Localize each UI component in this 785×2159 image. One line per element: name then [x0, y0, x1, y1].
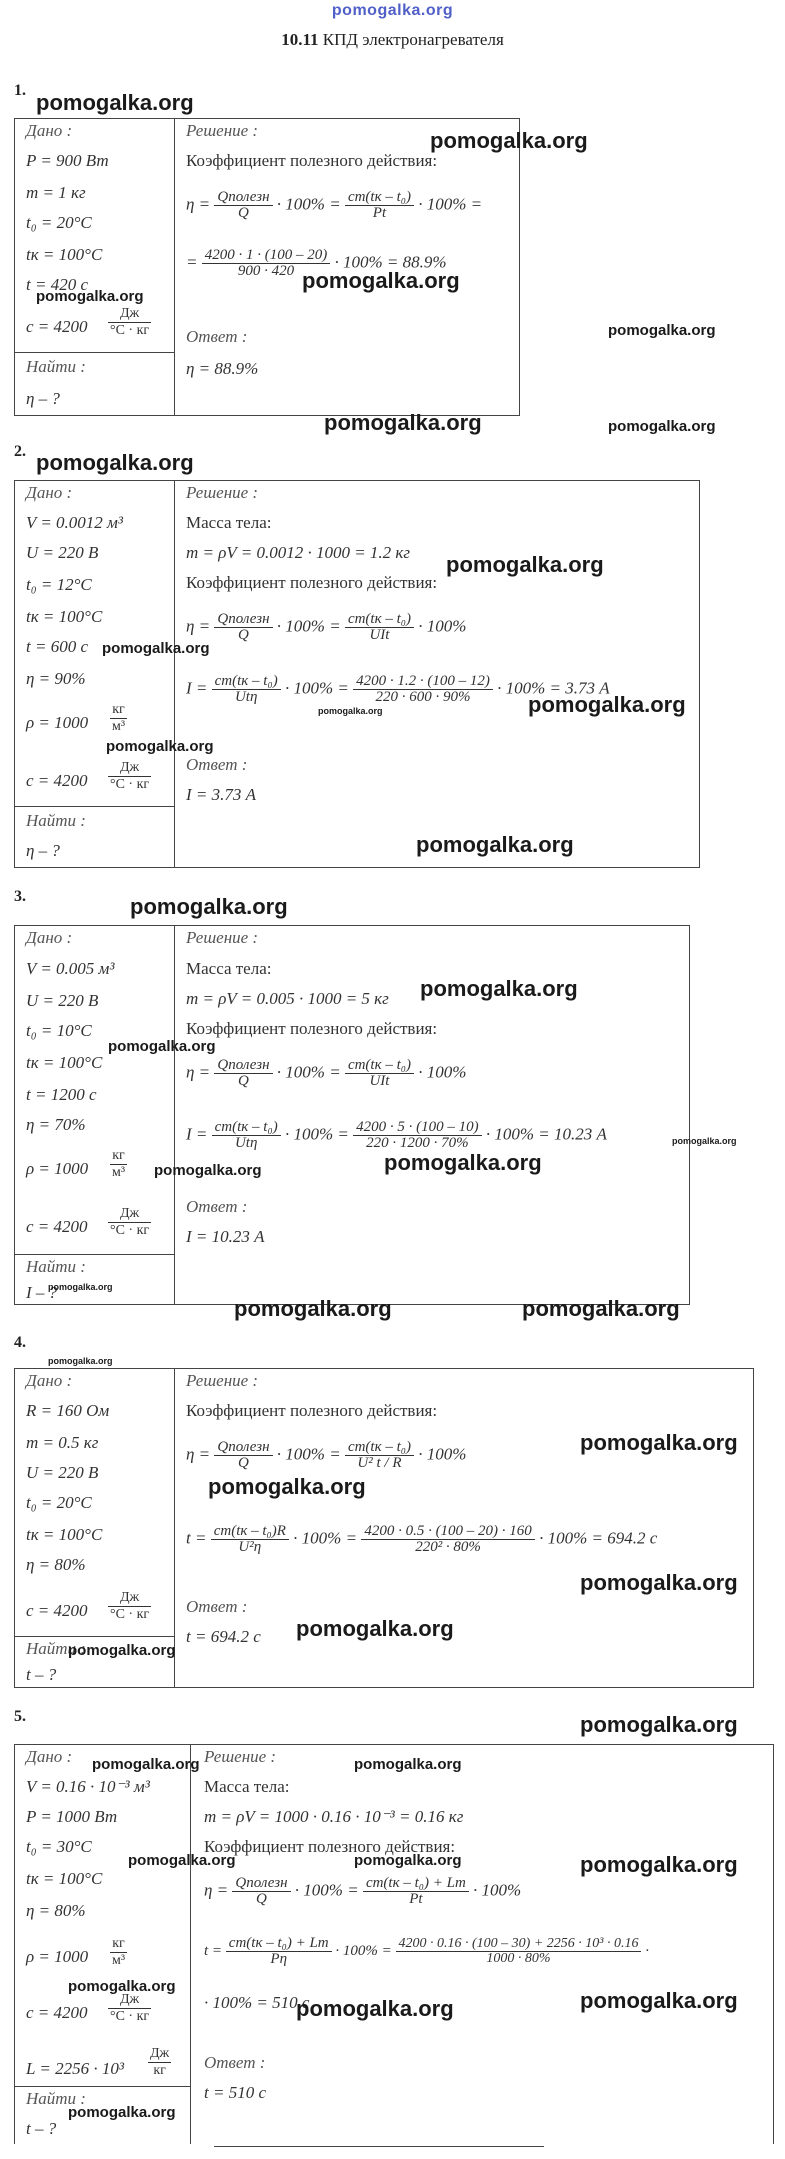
find-value: η – ?: [26, 389, 60, 408]
watermark: pomogalka.org: [36, 450, 194, 475]
equation: [186, 190, 482, 221]
watermark: pomogalka.org: [580, 1712, 738, 1737]
unit-c: Дж °С · кг: [110, 1206, 150, 1238]
solution-label: Решение :: [204, 1747, 277, 1766]
title-number: 10.11: [281, 30, 319, 49]
page-title: [0, 30, 785, 50]
given-item: t = 1200 с: [26, 1085, 97, 1104]
watermark: pomogalka.org: [580, 1570, 738, 1595]
divider: [14, 806, 174, 807]
divider: [174, 118, 175, 416]
given-item: ρ = 1000: [26, 713, 89, 732]
fraction: $\frac{\text{cm(tк – t₀)}}{\text{UIt}}$: [345, 612, 414, 643]
unit-num: Дж: [108, 306, 151, 323]
given-label: Дано :: [26, 928, 73, 947]
fraction: $\frac{\text{cm(tк – t₀)}}{\text{U² t / R}}$: [345, 1440, 414, 1471]
eq-mid: · 100% =: [276, 194, 341, 214]
problem-number: 1.: [14, 82, 26, 99]
solution-label: Решение :: [186, 483, 259, 502]
fraction: $\frac{4200 \cdot 5 \cdot (100 - 10)}{220 \cdot 1200 \cdot 70\%}$: [353, 1120, 482, 1151]
watermark: pomogalka.org: [580, 1430, 738, 1455]
given-item: t = 420 с: [26, 275, 88, 294]
problem-number: 4.: [14, 1334, 26, 1351]
given-item: t₀ = 12°C: [26, 575, 92, 594]
fraction: $\frac{\text{Qполезн}}{Q}$: [214, 190, 272, 221]
efficiency-label: Коэффициент полезного действия:: [186, 573, 438, 592]
watermark: pomogalka.org: [384, 1150, 542, 1175]
given-item: t₀ = 20°C: [26, 213, 92, 232]
mass-label: Масса тела:: [204, 1777, 290, 1796]
eq-lhs: η =: [186, 194, 211, 214]
watermark: pomogalka.org: [580, 1988, 738, 2013]
watermark: pomogalka.org: [608, 322, 716, 339]
find-label: Найти :: [26, 1639, 86, 1658]
fraction: $\frac{\text{cm(tк – t₀)}}{\text{UIt}}$: [345, 1058, 414, 1089]
given-item: c = 4200: [26, 317, 88, 336]
watermark: pomogalka.org: [608, 418, 716, 435]
given-item: m = 0.5 кг: [26, 1433, 99, 1452]
equation: η = $\frac{\text{Qполезн}}{Q}$ · 100% = $\frac{\text{cm(tк – t₀)}}{\text{UIt}}$ · 100%: [186, 611, 467, 643]
unit-c: Дж °С · кг: [110, 1992, 150, 2024]
eq-lhs: =: [186, 252, 198, 272]
problem-3-box: [14, 925, 690, 1305]
unit-l: Дж кг: [150, 2046, 170, 2078]
mass-label: Масса тела:: [186, 513, 272, 532]
given-label: Дано :: [26, 1747, 73, 1766]
answer-value: t = 694.2 с: [186, 1627, 261, 1646]
fraction: $\frac{\text{cm(tк – t₀)}}{\text{Utη}}$: [212, 1120, 281, 1151]
given-item: t₀ = 10°C: [26, 1021, 92, 1040]
given-item: η = 90%: [26, 669, 86, 688]
given-item: t₀ = 30°C: [26, 1837, 92, 1856]
divider: [174, 1368, 175, 1688]
efficiency-label: Коэффициент полезного действия:: [186, 1401, 438, 1420]
mass-label: Масса тела:: [186, 959, 272, 978]
divider: [214, 2146, 544, 2147]
given-item: tк = 100°C: [26, 1869, 103, 1888]
find-value: I – ?: [26, 1283, 58, 1302]
watermark: pomogalka.org: [302, 268, 460, 293]
watermark: pomogalka.org: [68, 1978, 176, 1995]
given-item: m = 1 кг: [26, 183, 86, 202]
given-item: P = 900 Вт: [26, 151, 109, 170]
efficiency-label: Коэффициент полезного действия:: [186, 1019, 438, 1038]
problem-number: 3.: [14, 888, 26, 905]
equation: η = $\frac{\text{Qполезн}}{Q}$ · 100% = $\frac{\text{cm(tк – t₀)}}{\text{U² t / R}}$ · 100%: [186, 1439, 467, 1471]
given-item: V = 0.005 м³: [26, 959, 115, 978]
given-item: U = 220 В: [26, 543, 99, 562]
given-item: tк = 100°C: [26, 245, 103, 264]
equation: t = $\frac{\text{cm(tк – t₀)R}}{\text{U²η}}$ · 100% = $\frac{4200 \cdot 0.5 \cdot (100 - 20) \cdot 160}{\text{220² · 80\%}}$ · 100% = 694.2 с: [186, 1523, 658, 1555]
watermark: pomogalka.org: [36, 288, 144, 305]
answer-label: Ответ :: [186, 1197, 248, 1216]
equation: I = $\frac{\text{cm(tк – t₀)}}{\text{Utη}}$ · 100% = $\frac{4200 \cdot 5 \cdot (100 - 10)}{220 \cdot 1200 \cdot 70\%}$ · 100% = 10.23 А: [186, 1119, 607, 1151]
efficiency-label: Коэффициент полезного действия:: [204, 1837, 456, 1856]
equation: η = $\frac{\text{Qполезн}}{Q}$ · 100% = $\frac{\text{cm(tк – t₀) + Lm}}{Pt}$ · 100%: [204, 1875, 522, 1907]
unit-rho: кг м³: [112, 1148, 126, 1180]
mass-equation: m = ρV = 1000 · 0.16 · 10⁻³ = 0.16 кг: [204, 1807, 464, 1826]
watermark: pomogalka.org: [354, 1852, 462, 1869]
fraction: $\frac{4200 \cdot 1.2 \cdot (100 - 12)}{220 \cdot 600 \cdot 90\%}$: [353, 674, 493, 705]
watermark: pomogalka.org: [430, 128, 588, 153]
given-item: c = 4200: [26, 771, 88, 790]
find-value: t – ?: [26, 2119, 57, 2138]
find-value: t – ?: [26, 1665, 57, 1684]
watermark: pomogalka.org: [522, 1296, 680, 1321]
fraction: $\frac{\text{Qполезн}}{Q}$: [214, 612, 272, 643]
unit-c: [108, 306, 151, 339]
fraction: $\frac{\text{4200 · 0.16 · (100 – 30) + 2256 · 10³ · 0.16}}{1000 \cdot 80\%}$: [396, 1937, 642, 1966]
watermark: pomogalka.org: [354, 1756, 462, 1773]
eq-end: · 100% =: [418, 194, 483, 214]
watermark: pomogalka.org: [48, 1282, 113, 1292]
answer-value: η = 88.9%: [186, 359, 259, 378]
given-item: tк = 100°C: [26, 1053, 103, 1072]
given-item: c = 4200: [26, 1217, 88, 1236]
find-label: Найти :: [26, 811, 86, 830]
fraction: $\frac{\text{cm(tк – t₀)}}{\text{Utη}}$: [212, 674, 281, 705]
answer-value: I = 3.73 А: [186, 785, 257, 804]
given-item: P = 1000 Вт: [26, 1807, 118, 1826]
watermark: pomogalka.org: [580, 1852, 738, 1877]
watermark: pomogalka.org: [318, 706, 383, 716]
given-item: tк = 100°C: [26, 1525, 103, 1544]
fraction: $\frac{\text{Qполезн}}{Q}$: [232, 1876, 290, 1907]
given-item: U = 220 В: [26, 1463, 99, 1482]
equation: t = $\frac{\text{cm(tк – t₀) + Lm}}{P\eta}$ · 100% = $\frac{\text{4200 · 0.16 · (100 – 30) + 2256 · 10³ · 0.16}}{1000 \cdot 80\%}$ ·: [204, 1935, 649, 1967]
watermark: pomogalka.org: [92, 1756, 200, 1773]
given-item: t₀ = 20°C: [26, 1493, 92, 1512]
watermark: pomogalka.org: [208, 1474, 366, 1499]
problem-number: 2.: [14, 443, 26, 460]
given-item: η = 80%: [26, 1555, 86, 1574]
given-item: V = 0.16 · 10⁻³ м³: [26, 1777, 150, 1796]
given-item: R = 160 Ом: [26, 1401, 110, 1420]
solution-label: Решение :: [186, 1371, 259, 1390]
fraction: $\frac{\text{Qполезн}}{Q}$: [214, 1440, 272, 1471]
fraction: $\frac{4200 \cdot 0.5 \cdot (100 - 20) \cdot 160}{\text{220² · 80\%}}$: [361, 1524, 535, 1555]
unit-den: °С · кг: [110, 323, 150, 338]
unit-c: Дж °С · кг: [110, 1590, 150, 1622]
given-label: Дано :: [26, 483, 73, 502]
solution-label: Решение :: [186, 121, 259, 140]
answer-label: Ответ :: [186, 327, 248, 346]
fraction: $\frac{\text{Qполезн}}{Q}$: [214, 1058, 272, 1089]
watermark: pomogalka.org: [672, 1136, 737, 1146]
find-label: Найти :: [26, 2089, 86, 2108]
unit-rho: кг м³: [112, 1936, 126, 1968]
given-item: L = 2256 · 10³: [26, 2059, 124, 2078]
answer-label: Ответ :: [186, 1597, 248, 1616]
watermark: pomogalka.org: [128, 1852, 236, 1869]
find-label: Найти :: [26, 1257, 86, 1276]
watermark: pomogalka.org: [102, 640, 210, 657]
given-item: tк = 100°C: [26, 607, 103, 626]
given-item: c = 4200: [26, 1601, 88, 1620]
find-label: Найти :: [26, 357, 86, 376]
solution-label: Решение :: [186, 928, 259, 947]
equation-continued: · 100% = 510 с: [204, 1993, 310, 2012]
watermark: pomogalka.org: [446, 552, 604, 577]
equation: I = $\frac{\text{cm(tк – t₀)}}{\text{Utη}}$ · 100% = $\frac{4200 \cdot 1.2 \cdot (100 - 12)}{220 \cdot 600 \cdot 90\%}$ · 100% = 3.73 А: [186, 673, 610, 705]
watermark: pomogalka.org: [108, 1038, 216, 1055]
mass-equation: m = ρV = 0.005 · 1000 = 5 кг: [186, 989, 389, 1008]
watermark: pomogalka.org: [528, 692, 686, 717]
watermark: pomogalka.org: [106, 738, 214, 755]
watermark: pomogalka.org: [416, 832, 574, 857]
fraction: $\frac{\text{cm(tк – t₀) + Lm}}{Pt}$: [363, 1876, 469, 1907]
watermark: pomogalka.org: [130, 894, 288, 919]
unit-c: Дж °С · кг: [110, 760, 150, 792]
fraction: $\frac{\text{cm(tк – t₀) + Lm}}{P\eta}$: [226, 1936, 332, 1967]
given-item: η = 80%: [26, 1901, 86, 1920]
mass-equation: m = ρV = 0.0012 · 1000 = 1.2 кг: [186, 543, 411, 562]
given-item: V = 0.0012 м³: [26, 513, 123, 532]
given-item: t = 600 с: [26, 637, 88, 656]
watermark: pomogalka.org: [296, 1616, 454, 1641]
answer-value: t = 510 с: [204, 2083, 266, 2102]
given-item: ρ = 1000: [26, 1947, 89, 1966]
watermark: pomogalka.org: [234, 1296, 392, 1321]
watermark: pomogalka.org: [324, 410, 482, 435]
divider: [14, 2086, 190, 2087]
watermark: pomogalka.org: [296, 1996, 454, 2021]
equation: η = $\frac{\text{Qполезн}}{Q}$ · 100% = $\frac{\text{cm(tк – t₀)}}{\text{UIt}}$ · 100%: [186, 1057, 467, 1089]
fraction: $\frac{\text{cm(tк – t₀)}}{Pt}$: [345, 190, 414, 221]
find-value: η – ?: [26, 841, 60, 860]
watermark: pomogalka.org: [68, 2104, 176, 2121]
title-text: КПД электронагревателя: [322, 30, 504, 49]
watermark: pomogalka.org: [154, 1162, 262, 1179]
given-item: U = 220 В: [26, 991, 99, 1010]
answer-label: Ответ :: [186, 755, 248, 774]
watermark: pomogalka.org: [68, 1642, 176, 1659]
eq-end: · 100% = 88.9%: [334, 252, 447, 272]
fraction: $\frac{4200 \cdot 1 \cdot (100 - 20)}{900 \cdot 420}$: [202, 248, 331, 279]
divider: [14, 1636, 174, 1637]
watermark: pomogalka.org: [48, 1356, 113, 1366]
problem-number: 5.: [14, 1708, 26, 1725]
answer-value: I = 10.23 А: [186, 1227, 265, 1246]
unit-rho: кг м³: [112, 702, 126, 734]
site-logo[interactable]: pomogalka.org: [331, 2, 454, 19]
fraction: $\frac{\text{cm(tк – t₀)R}}{\text{U²η}}$: [211, 1524, 289, 1555]
divider: [174, 925, 175, 1305]
divider: [14, 352, 174, 353]
watermark: pomogalka.org: [420, 976, 578, 1001]
watermark: pomogalka.org: [36, 90, 194, 115]
efficiency-label: Коэффициент полезного действия:: [186, 151, 438, 170]
divider: [14, 1254, 174, 1255]
given-label: Дано :: [26, 1371, 73, 1390]
divider: [174, 480, 175, 868]
given-label: Дано :: [26, 121, 73, 140]
given-item: c = 4200: [26, 2003, 88, 2022]
answer-label: Ответ :: [204, 2053, 266, 2072]
given-item: ρ = 1000: [26, 1159, 89, 1178]
divider: [190, 1744, 191, 2144]
given-item: η = 70%: [26, 1115, 86, 1134]
